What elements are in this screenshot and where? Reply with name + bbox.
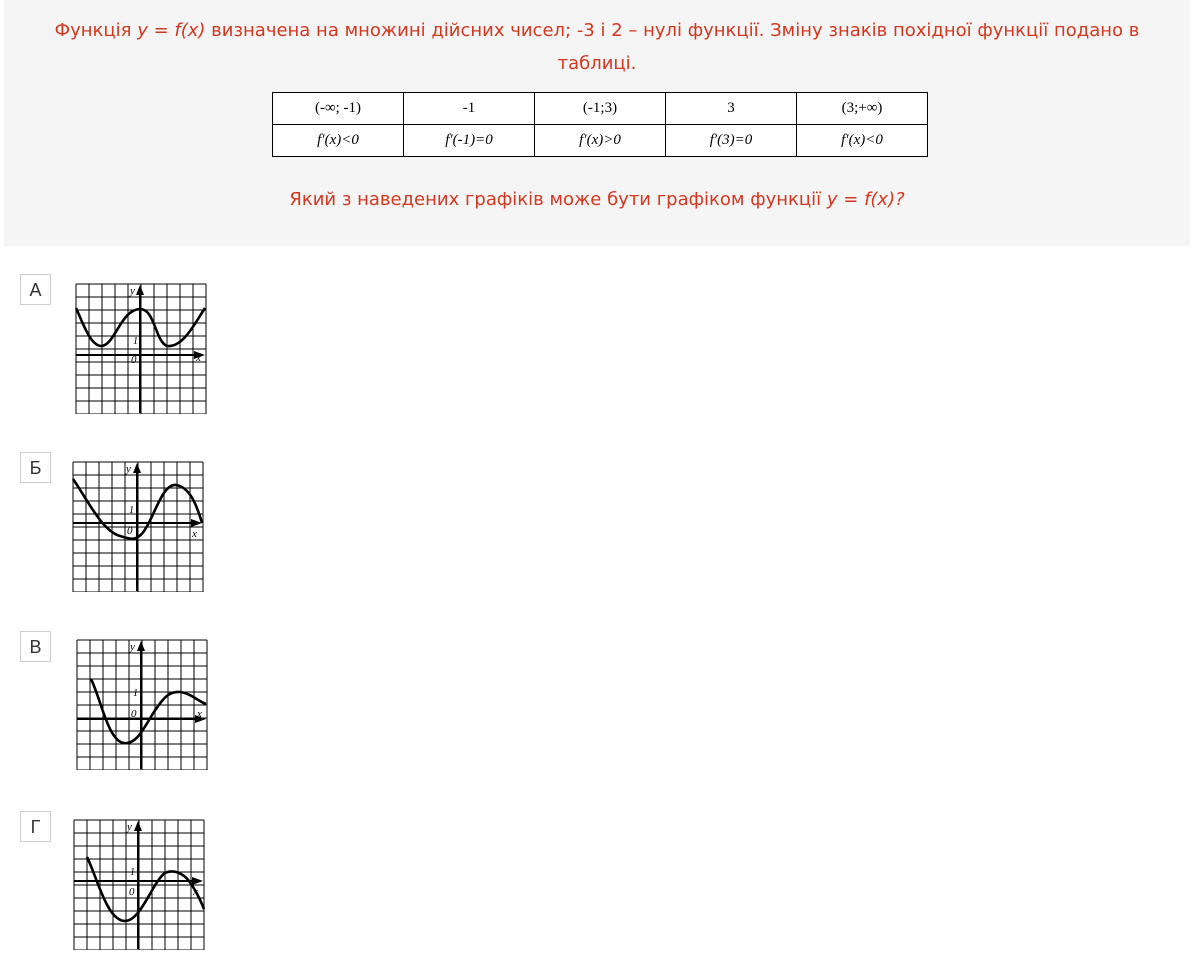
y-axis-label: y bbox=[126, 463, 131, 475]
origin-label: 0 bbox=[127, 525, 133, 537]
table-cell: f′(-1)=0 bbox=[404, 125, 535, 157]
table-cell: f′(3)=0 bbox=[666, 125, 797, 157]
table-cell: f′(x)>0 bbox=[535, 125, 666, 157]
y-axis-arrow bbox=[137, 641, 145, 651]
unit-label: 1 bbox=[129, 505, 134, 516]
option-graph bbox=[76, 639, 208, 770]
question-ask-text: Який з наведених графіків може бути графіком функції bbox=[289, 189, 827, 210]
function-expression: y = f(x) bbox=[137, 20, 206, 41]
table-cell: (-∞; -1) bbox=[273, 93, 404, 125]
origin-label: 0 bbox=[131, 354, 137, 366]
graph-d bbox=[73, 819, 205, 950]
function-curve bbox=[91, 679, 206, 743]
x-axis-arrow bbox=[192, 877, 203, 885]
origin-label: 0 bbox=[131, 708, 137, 720]
x-axis-label: x bbox=[197, 708, 202, 720]
option-graph bbox=[75, 283, 207, 414]
option-letter-button[interactable]: Б bbox=[20, 452, 51, 483]
x-axis-label: x bbox=[196, 352, 201, 364]
derivative-sign-table bbox=[272, 92, 928, 157]
option-graph bbox=[73, 819, 205, 950]
derivatives-row bbox=[273, 125, 928, 157]
table-cell: 3 bbox=[666, 93, 797, 125]
y-axis-arrow bbox=[134, 821, 142, 831]
table-cell: f′(x)<0 bbox=[797, 125, 928, 157]
option-letter-button[interactable]: В bbox=[20, 631, 51, 662]
question-ask bbox=[24, 183, 1170, 216]
y-axis-label: y bbox=[130, 285, 135, 297]
option-letter-button[interactable]: Г bbox=[20, 811, 51, 842]
table-cell: f′(x)<0 bbox=[273, 125, 404, 157]
graph-c bbox=[76, 639, 208, 770]
function-expression: y = f(x)? bbox=[826, 189, 905, 210]
x-axis-label: x bbox=[192, 528, 197, 540]
option-graph bbox=[72, 461, 204, 592]
table-cell: (-1;3) bbox=[535, 93, 666, 125]
intervals-row bbox=[273, 93, 928, 125]
graph-b bbox=[72, 461, 204, 592]
unit-label: 1 bbox=[130, 867, 135, 878]
table-cell: (3;+∞) bbox=[797, 93, 928, 125]
question-block bbox=[4, 0, 1190, 246]
y-axis-arrow bbox=[136, 285, 144, 295]
graph-a bbox=[75, 283, 207, 414]
question-intro: Функція bbox=[54, 20, 138, 41]
question-rest: визначена на множині дійсних чисел; -3 і 2 – нулі функції. Зміну знаків похідної функції подано в таблиці. bbox=[205, 20, 1140, 74]
origin-label: 0 bbox=[129, 886, 135, 898]
unit-label: 1 bbox=[133, 336, 138, 347]
option-letter-button[interactable]: А bbox=[20, 274, 51, 305]
question-text bbox=[24, 14, 1170, 80]
unit-label: 1 bbox=[133, 688, 138, 699]
table-cell: -1 bbox=[404, 93, 535, 125]
y-axis-label: y bbox=[127, 821, 132, 833]
x-axis-label: x bbox=[193, 886, 198, 898]
y-axis-label: y bbox=[130, 641, 135, 653]
y-axis-arrow bbox=[133, 463, 141, 473]
